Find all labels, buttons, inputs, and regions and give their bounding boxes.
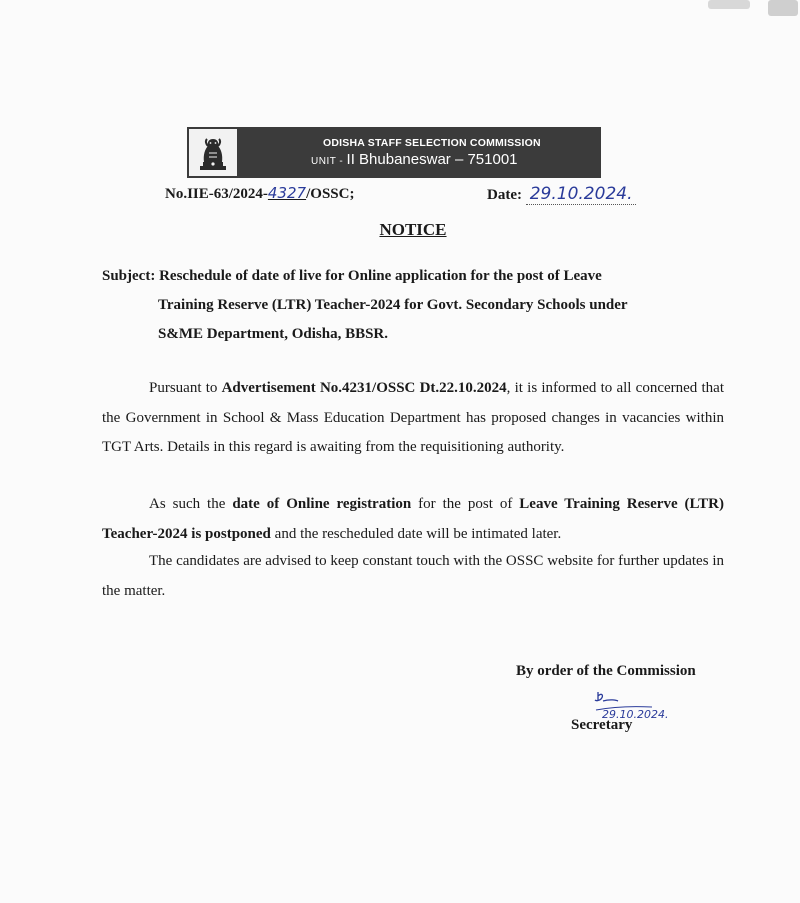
order-line: By order of the Commission (516, 663, 696, 679)
subject-line-2: Training Reserve (LTR) Teacher-2024 for Govt. Secondary Schools under (158, 297, 628, 313)
paragraph-3: The candidates are advised to keep constant touch with the OSSC website for further updates in the matter. (102, 553, 724, 599)
reference-number (165, 184, 354, 203)
letterhead-banner (187, 127, 601, 178)
p2-bold-2: Leave Training Reserve (LTR) Teacher-2024 is postponed (102, 496, 725, 542)
handwritten-ref-number: 4327 (267, 184, 307, 202)
subject-line-1: Reschedule of date of live for Online application for the post of Leave (159, 268, 602, 284)
unit-address-text: II Bhubaneswar – 751001 (346, 151, 518, 168)
p1-after: , it is informed to all concerned that the Government in School & Mass Education Department has proposed changes in vacancies within TGT Arts. Details in this regard is awaiting from the requisitioning authority. (102, 380, 724, 455)
paragraph-2 (102, 490, 724, 549)
p1-before: Pursuant to (149, 380, 222, 396)
p2-bold-1: date of Online registration (232, 496, 412, 512)
scan-mark (768, 0, 798, 16)
org-name: ODISHA STAFF SELECTION COMMISSION (323, 137, 541, 149)
designation: Secretary (571, 717, 633, 733)
emblem-icon (187, 127, 239, 178)
ref-prefix: No.IIE-63/2024- (165, 186, 268, 202)
unit-address (311, 151, 601, 168)
ref-suffix: /OSSC; (306, 186, 355, 202)
scan-mark (708, 0, 750, 9)
subject-block (102, 262, 724, 349)
p1-advertisement-ref: Advertisement No.4231/OSSC Dt.22.10.2024 (221, 380, 507, 396)
notice-title: NOTICE (379, 220, 447, 239)
subject-label: Subject: (102, 268, 156, 284)
date-label: Date: (487, 187, 522, 203)
reference-date (487, 184, 636, 204)
p2-text-1: As such the (149, 496, 233, 512)
unit-prefix: UNIT - (311, 156, 347, 167)
paragraph-1 (102, 374, 724, 463)
signature-date: 29.10.2024. (602, 708, 669, 721)
handwritten-date: 29.10.2024. (526, 184, 637, 205)
p2-text-2: for the post of (411, 496, 520, 512)
subject-line-3: S&ME Department, Odisha, BBSR. (158, 326, 389, 342)
p2-text-3: and the rescheduled date will be intimated later. (270, 525, 562, 542)
